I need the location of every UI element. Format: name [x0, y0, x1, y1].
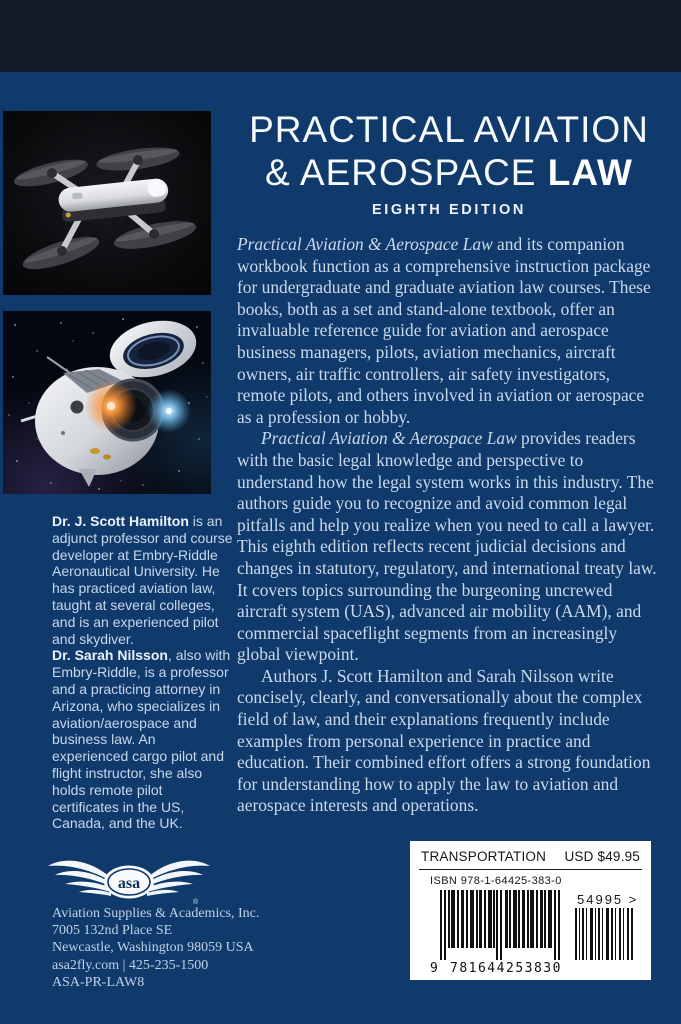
publisher-address: [52, 905, 259, 991]
asa-logo-text: asa: [117, 875, 141, 892]
ean-barcode: [430, 890, 562, 976]
edition-label: EIGHTH EDITION: [371, 202, 526, 218]
barcode-price: USD $49.95: [564, 849, 640, 864]
barcode-panel: [410, 841, 651, 980]
publisher-city: Newcastle, Washington 98059 USA: [52, 940, 254, 956]
main-text-column: [237, 108, 661, 817]
title-line-2: & AEROSPACE LAW: [265, 152, 633, 193]
barcode-graphics: [430, 890, 642, 976]
publisher-street: 7005 132nd Place SE: [52, 923, 173, 939]
spacecraft-illustration: [3, 311, 211, 494]
publisher-name: Aviation Supplies & Academics, Inc.: [52, 906, 260, 921]
price-supplement-barcode: [575, 890, 638, 965]
drone-photo: [3, 111, 211, 295]
author-bios: [52, 513, 233, 832]
supplement-digits: 54995 >: [577, 892, 639, 907]
title-line-1: PRACTICAL AVIATION: [249, 109, 649, 150]
supplement-bars: [575, 908, 637, 960]
book-title-italic-mention: Practical Aviation & Aerospace Law: [261, 428, 517, 449]
description-paragraph-2: Practical Aviation & Aerospace Law provides readers with the basic legal knowledge and perspective to understand how the legal system works in this industry. The authors guide you to recognize and avoid common legal pitfalls and help you realize when you need to call a lawyer. This eighth edition reflects recent judicial decisions and changes in statutory, regulatory, and international treaty law. It covers topics surrounding the burgeoning uncrewed aircraft system (UAS), advanced air mobility (AAM), and commercial spaceflight segments from an increasingly global viewpoint.: [237, 428, 657, 665]
publisher-contact: asa2fly.com | 425-235-1500: [52, 957, 209, 973]
asa-wings-logo: [45, 856, 213, 906]
drone-illustration: [3, 111, 211, 295]
ean-group-left: 781644: [450, 961, 506, 976]
spacecraft-photo: [3, 311, 211, 494]
title-law-bold: LAW: [547, 152, 633, 193]
barcode-header-row: [419, 846, 642, 870]
book-description: [237, 234, 661, 817]
author-name: Dr. J. Scott Hamilton: [52, 513, 189, 529]
description-paragraph-1: Practical Aviation & Aerospace Law and its companion workbook function as a comprehensive instruction package for undergraduate and graduate aviation law courses. These books, both as a set and stand-alone textbook, offer an invaluable reference guide for aviation and aerospace business managers, pilots, aviation mechanics, aircraft owners, air traffic controllers, air safety investigators, remote pilots, and others involved in aviation or aerospace as a profession or hobby.: [237, 234, 651, 427]
author-bio-nilsson: Dr. Sarah Nilsson, also with Embry-Riddle, is a professor and a practicing attorney in Arizona, who specializes in aviation/aerospace and business law. An experienced cargo pilot and flight instructor, she also holds remote pilot certificates in the US, Canada, and the UK.: [52, 647, 231, 832]
isbn-text: ISBN 978-1-64425-383-0: [430, 875, 562, 887]
author-bio-hamilton: Dr. J. Scott Hamilton is an adjunct professor and course developer at Embry-Riddle Aeronautical University. He has practiced aviation law, taught at several colleges, and is an experienced pilot and skydiver.: [52, 513, 233, 647]
book-title-italic-mention: Practical Aviation & Aerospace Law: [237, 234, 493, 254]
author-name: Dr. Sarah Nilsson: [52, 647, 168, 664]
description-paragraph-3: Authors J. Scott Hamilton and Sarah Nilsson write concisely, clearly, and conversationally about the complex field of law, and their explanations frequently include examples from personal experience in practice and education. Their combined effort offers a strong foundation for understanding how to apply the law to aviation and aerospace interests and operations.: [237, 665, 651, 816]
barcode-category: TRANSPORTATION: [421, 849, 547, 864]
asa-wings-icon: [45, 856, 213, 906]
product-code: ASA-PR-LAW8: [52, 974, 145, 990]
ean-digit-left: 9: [430, 961, 438, 976]
registered-trademark-symbol: ®: [193, 899, 199, 906]
book-title: [237, 108, 661, 194]
top-spine-band: [0, 0, 681, 72]
ean-group-right: 253830: [506, 961, 562, 976]
